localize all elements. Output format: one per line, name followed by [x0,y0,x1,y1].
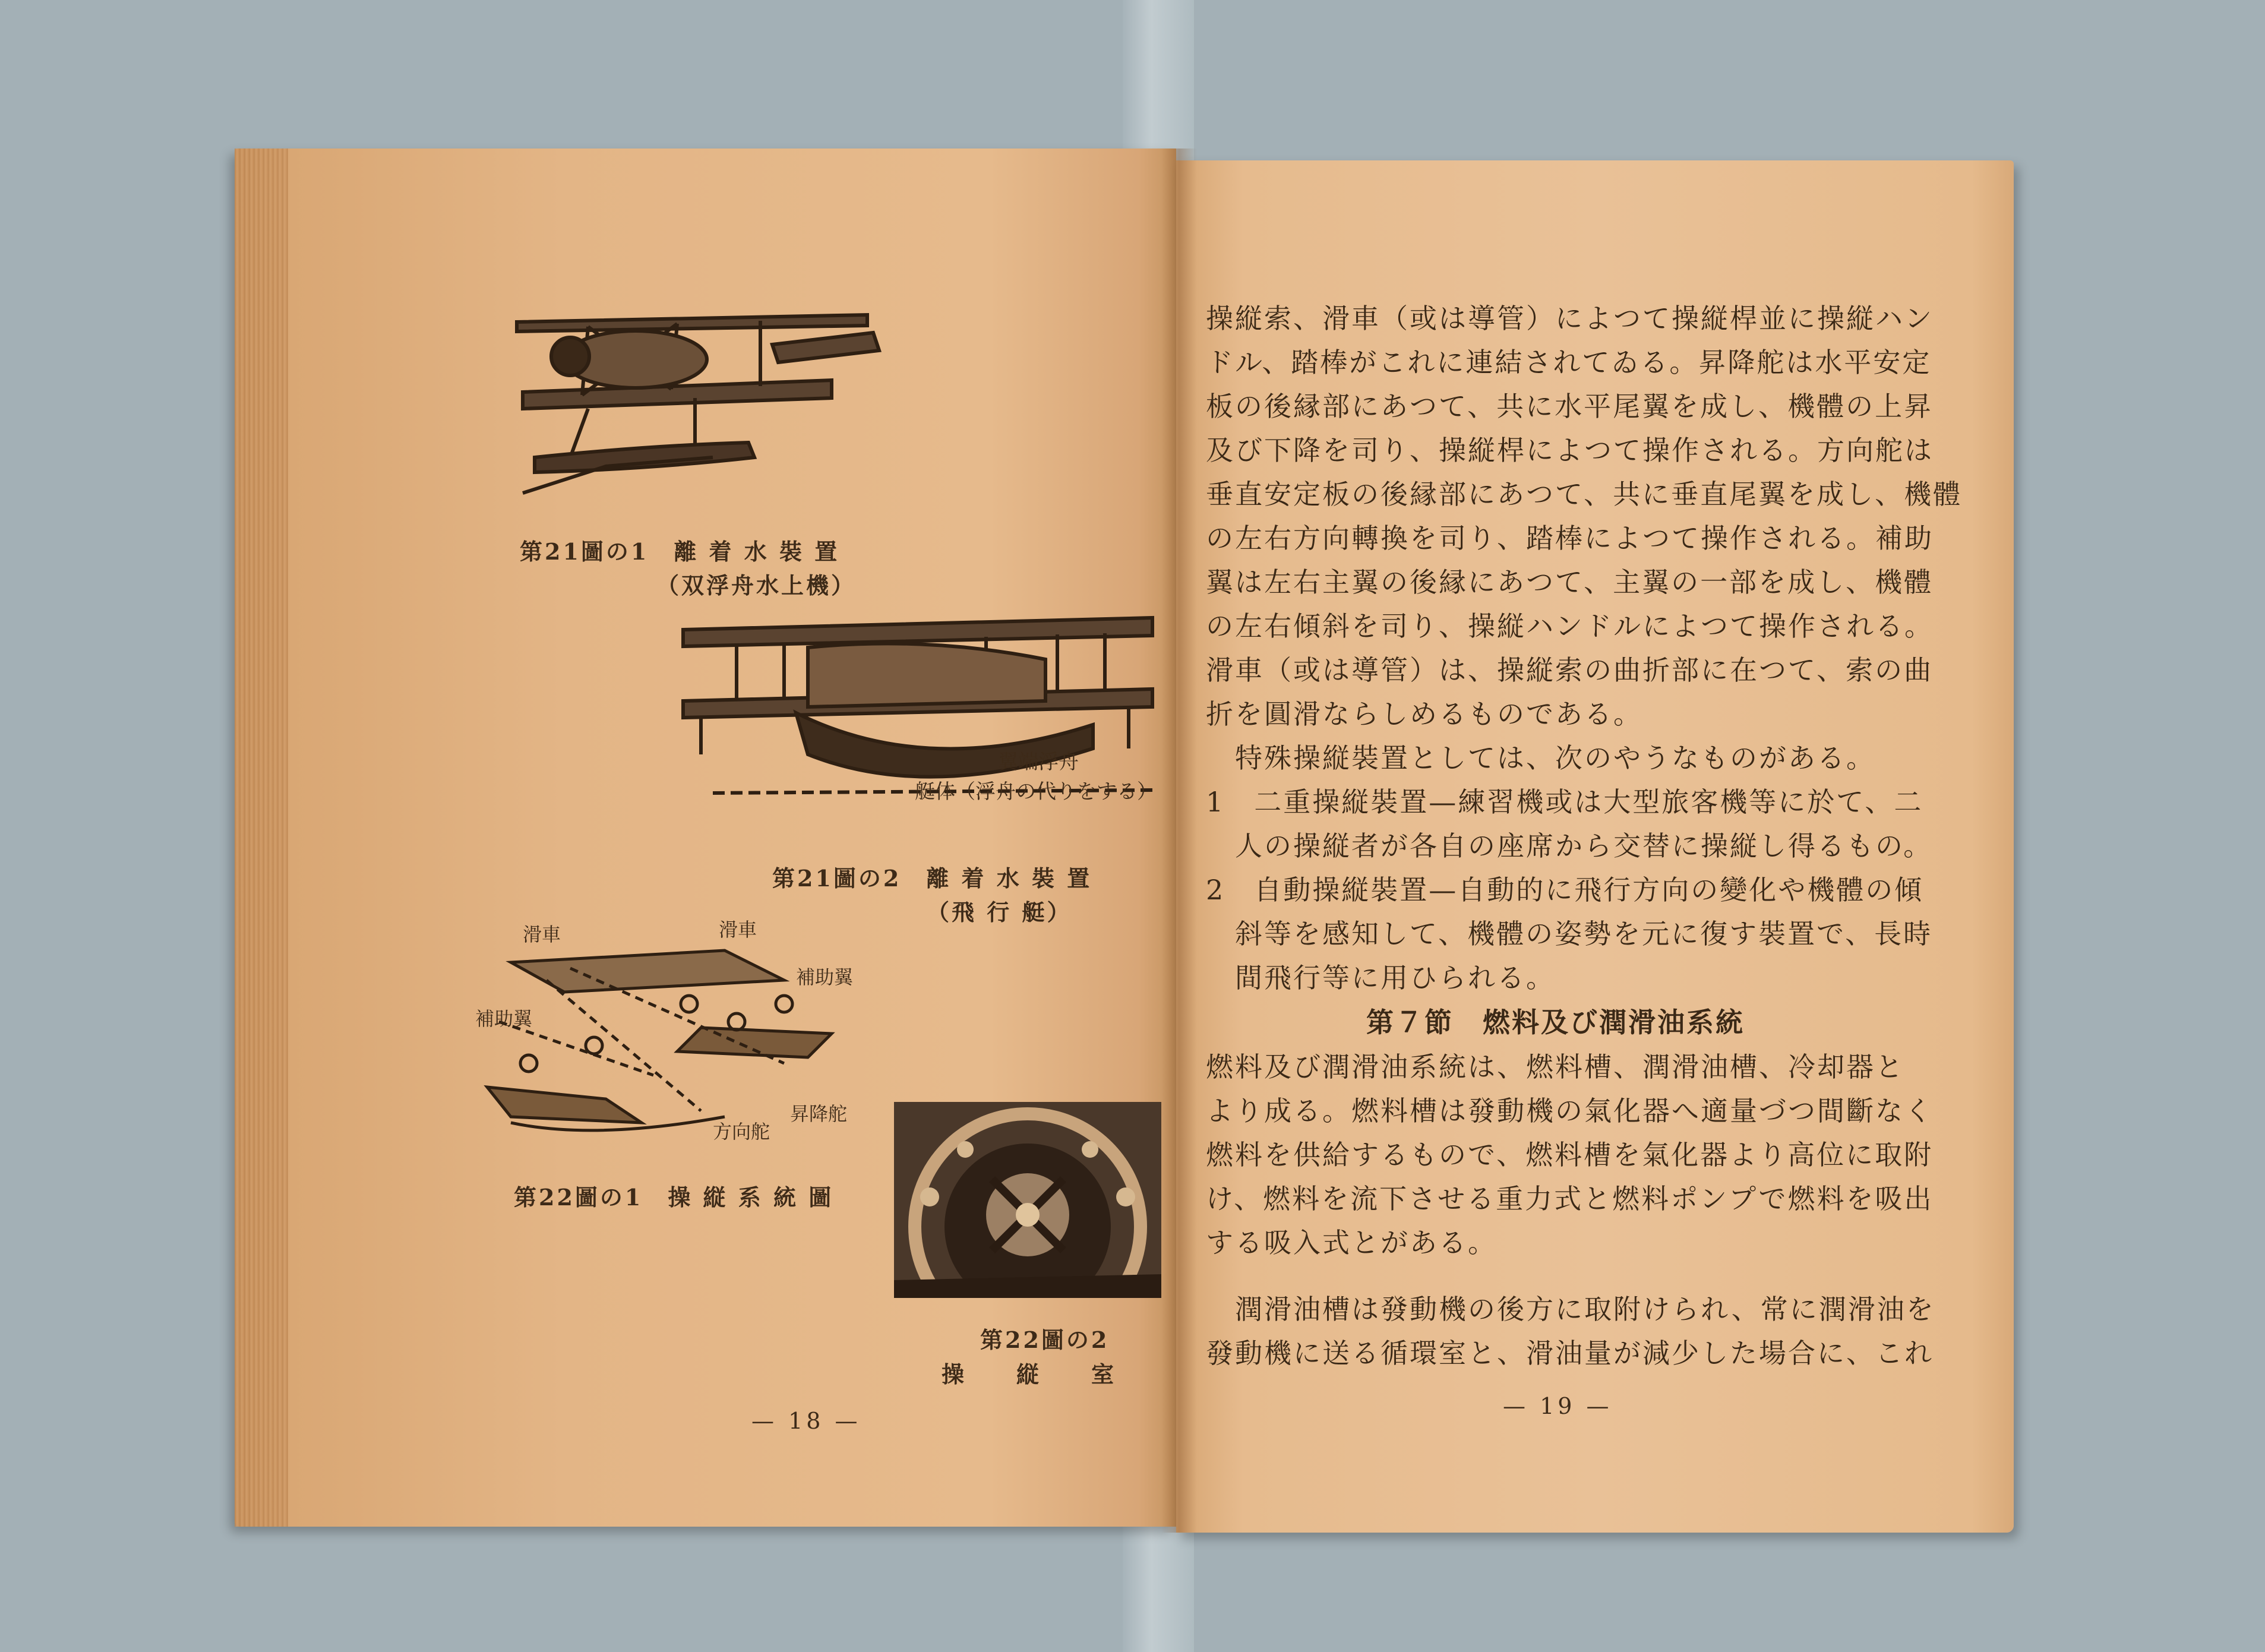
figure-22-1-control-system [475,915,879,1164]
text-line-12: 1 二重操縦裝置—練習機或は大型旅客機等に於て、二 [1206,786,1923,818]
text-line-16: 間飛行等に用ひられる。 [1206,962,1555,994]
caption-fig22-2: 第22圖の2 [980,1326,1110,1353]
label-hull: 艇体（浮舟の代りをする） [915,780,1157,804]
text-line-13: 人の操縦者が各自の座席から交替に操縦し得るもの。 [1206,830,1933,862]
page-number-right: — 19 — [1503,1393,1613,1419]
page-number-left: — 18 — [751,1408,861,1434]
text-line-15: 斜等を感知して、機體の姿勢を元に復す裝置で、長時 [1206,918,1933,950]
text-line-5: 垂直安定板の後縁部にあつて、共に垂直尾翼を成し、機體 [1206,478,1963,510]
text-line-11: 特殊操縦裝置としては、次のやうなものがある。 [1206,742,1875,774]
text-line-23: 潤滑油槽は發動機の後方に取附けられ、常に潤滑油を [1206,1293,1935,1325]
text-line-18: 燃料及び潤滑油系統は、燃料槽、潤滑油槽、冷却器と [1206,1051,1904,1083]
caption-fig21-2: 第21圖の2 離 着 水 裝 置 [772,865,1092,892]
caption-fig22-2-sub: 操 縦 室 [942,1361,1117,1388]
label-elevator: 昇降舵 [790,1103,848,1125]
section-heading: 第７節 燃料及び潤滑油系統 [1366,1006,1745,1038]
caption-fig22-1: 第22圖の1 操 縦 系 統 圖 [514,1184,834,1211]
caption-fig21-1-sub: （双浮舟水上機） [656,572,857,599]
figure-22-2-cockpit-photo [894,1102,1161,1298]
caption-fig21-2-sub: （飛 行 艇） [927,899,1072,926]
figure-21-1-seaplane [499,309,891,511]
text-line-4: 及び下降を司り、操縦桿によつて操作される。方向舵は [1206,434,1934,466]
text-line-7: 翼は左右主翼の後縁にあつて、主翼の一部を成し、機體 [1206,566,1934,598]
caption-fig21-1: 第21圖の1 離 着 水 裝 置 [520,538,840,565]
label-aileron-left: 補助翼 [475,1007,533,1030]
left-page-edge [235,149,288,1527]
label-pulley-2: 滑車 [719,918,757,941]
text-line-1: 操縦索、滑車（或は導管）によつて操縦桿並に操縦ハン [1206,302,1934,334]
label-pulley-1: 滑車 [523,923,561,946]
label-wingtip-float: 翼端浮舟 [998,750,1079,774]
label-aileron-right: 補助翼 [796,966,854,988]
text-line-22: する吸入式とがある。 [1206,1227,1497,1259]
text-line-9: 滑車（或は導管）は、操縦索の曲折部に在つて、索の曲 [1206,654,1934,686]
book-gutter [1161,149,1197,1533]
text-line-19: より成る。燃料槽は發動機の氣化器へ適量づつ間斷なく [1206,1095,1934,1127]
text-line-21: け、燃料を流下させる重力式と燃料ポンプで燃料を吸出 [1206,1183,1934,1215]
text-line-3: 板の後縁部にあつて、共に水平尾翼を成し、機體の上昇 [1206,390,1934,422]
text-line-24: 發動機に送る循環室と、滑油量が減少した場合に、これ [1206,1337,1934,1369]
text-line-10: 折を圓滑ならしめるものである。 [1206,698,1642,730]
label-rudder: 方向舵 [713,1120,770,1143]
text-line-14: 2 自動操縦裝置—自動的に飛行方向の變化や機體の傾 [1206,874,1924,906]
text-line-8: の左右傾斜を司り、操縦ハンドルによつて操作される。 [1206,610,1934,642]
text-line-6: の左右方向轉換を司り、踏棒によつて操作される。補助 [1206,522,1934,554]
text-line-20: 燃料を供給するもので、燃料槽を氣化器より高位に取附 [1206,1139,1934,1171]
text-line-2: ドル、踏棒がこれに連結されてゐる。昇降舵は水平安定 [1206,346,1932,378]
